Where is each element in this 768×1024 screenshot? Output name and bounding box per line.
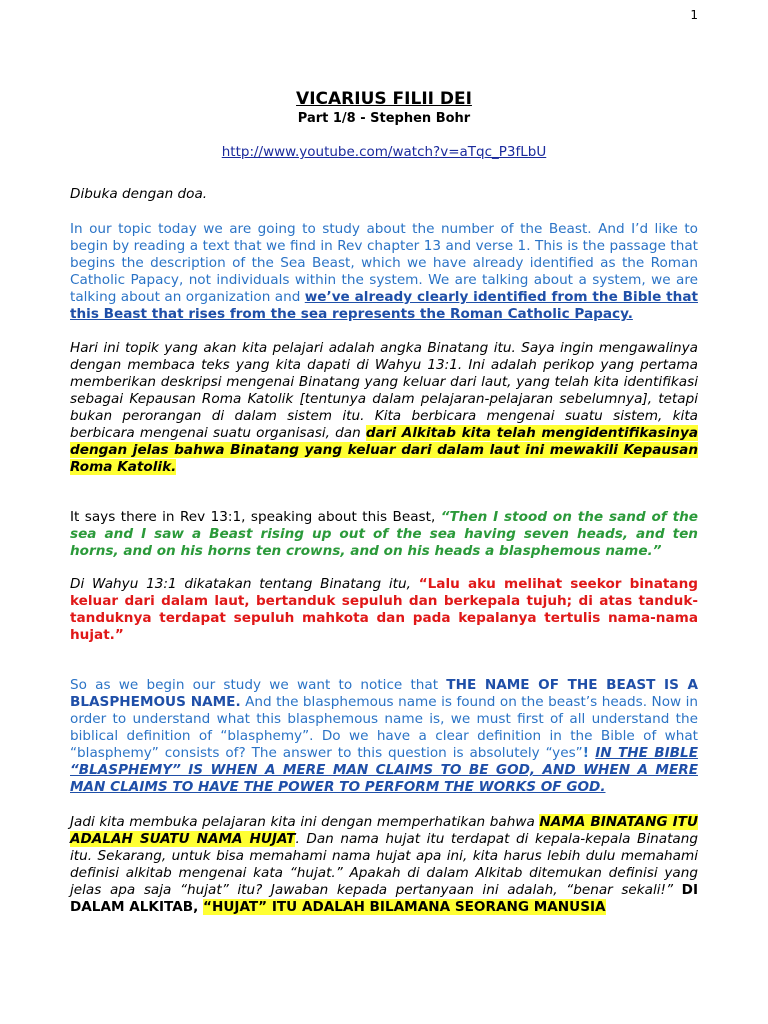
paragraph-indonesian-verse xyxy=(70,576,698,644)
verse-quote: “Then I stood on the sand of the sea and I saw a Beast rising up out of the sea having seven heads, and ten horns, and on his horns ten crowns, and on his heads a blasphemous name.” xyxy=(70,509,698,559)
highlighted-text: “HUJAT” ITU ADALAH BILAMANA SEORANG MANUSIA xyxy=(203,899,606,915)
bold-text: DI DALAM ALKITAB, xyxy=(70,882,698,915)
page-number: 1 xyxy=(690,8,698,22)
emphasis-text: IN THE BIBLE “BLASPHEMY” IS WHEN A MERE MAN CLAIMS TO BE GOD, AND WHEN A MERE MAN CLAIMS TO HAVE THE POWER TO PERFORM THE WORKS OF GOD. xyxy=(70,745,698,795)
paragraph-text: In our topic today we are going to study about the number of the Beast. And I’d like to begin by reading a text that we find in Rev chapter 13 and verse 1. This is the passage that begins the description of the Sea Beast, which we have already identified as the Roman Catholic Papacy, not individuals within the system. We are talking about a system, we are talking about an organization and xyxy=(70,221,698,305)
paragraph-text: Jadi kita membuka pelajaran kita ini dengan memperhatikan bahwa xyxy=(70,814,540,830)
paragraph-english-verse xyxy=(70,509,698,560)
paragraph-text: It says there in Rev 13:1, speaking about this Beast, xyxy=(70,509,441,525)
highlighted-text: NAMA BINATANG ITU ADALAH SUATU NAMA HUJAT xyxy=(70,814,698,847)
paragraph-indonesian-intro xyxy=(70,340,698,476)
emphasis-text: we’ve already clearly identified from the Bible that this Beast that rises from the sea represents the Roman Catholic Papacy. xyxy=(70,289,698,322)
document-title: VICARIUS FILII DEI xyxy=(296,89,472,109)
paragraph-text: . Dan nama hujat itu terdapat di kepala-kepala Binatang itu. Sekarang, untuk bisa memahami nama hujat apa ini, kita harus lebih dulu memahami definisi alkitab mengenai kata “hujat.” Apakah di dalam Alkitab ditemukan definisi yang jelas apa saja “hujat” itu? Jawaban kepada pertanyaan ini adalah, “benar sekali!” xyxy=(70,831,698,898)
paragraph-english-intro xyxy=(70,221,698,323)
verse-quote: “Lalu aku melihat seekor binatang keluar dari dalam laut, bertanduk sepuluh dan berkepala tujuh; di atas tanduk-tanduknya terdapat sepuluh mahkota dan pada kepalanya tertulis nama-nama hujat.” xyxy=(70,576,698,643)
paragraph-text: And the blasphemous name is found on the beast’s heads. Now in order to understand what this blasphemous name is, we must first of all understand the biblical definition of “blasphemy”. Do we have a clear definition in the Bible of what “blasphemy” consists of? The answer to this question is absolutely “yes” xyxy=(70,694,698,761)
paragraph-text: Di Wahyu 13:1 dikatakan tentang Binatang itu, xyxy=(70,576,419,592)
paragraph-indonesian-blasphemy xyxy=(70,814,698,916)
paragraph-text: Hari ini topik yang akan kita pelajari adalah angka Binatang itu. Saya ingin mengawalinya dengan membaca teks yang kita dapati di Wahyu 13:1. Ini adalah perikop yang pertama memberikan deskripsi mengenai Binatang yang keluar dari laut, yang telah kita identifikasi sebagai Kepausan Roma Katolik [tentunya dalam pelajaran-pelajaran sebelumnya], tetapi bukan perorangan di dalam sistem itu. Kita berbicara mengenai suatu sistem, kita berbicara mengenai suatu organisasi, dan xyxy=(70,340,698,441)
paragraph-text: So as we begin our study we want to notice that xyxy=(70,677,447,693)
youtube-link[interactable]: http://www.youtube.com/watch?v=aTqc_P3fLbU xyxy=(221,144,547,160)
bold-text: THE NAME OF THE BEAST IS A BLASPHEMOUS NAME. xyxy=(70,677,698,710)
bold-text: ! xyxy=(582,745,596,761)
highlighted-text: dari Alkitab kita telah mengidentifikasinya dengan jelas bahwa Binatang yang keluar dari dalam laut ini mewakili Kepausan Roma Katolik. xyxy=(70,425,698,475)
document-body xyxy=(70,88,698,916)
opening-line: Dibuka dengan doa. xyxy=(70,186,208,202)
document-subtitle: Part 1/8 - Stephen Bohr xyxy=(297,111,471,126)
paragraph-english-blasphemy xyxy=(70,677,698,796)
